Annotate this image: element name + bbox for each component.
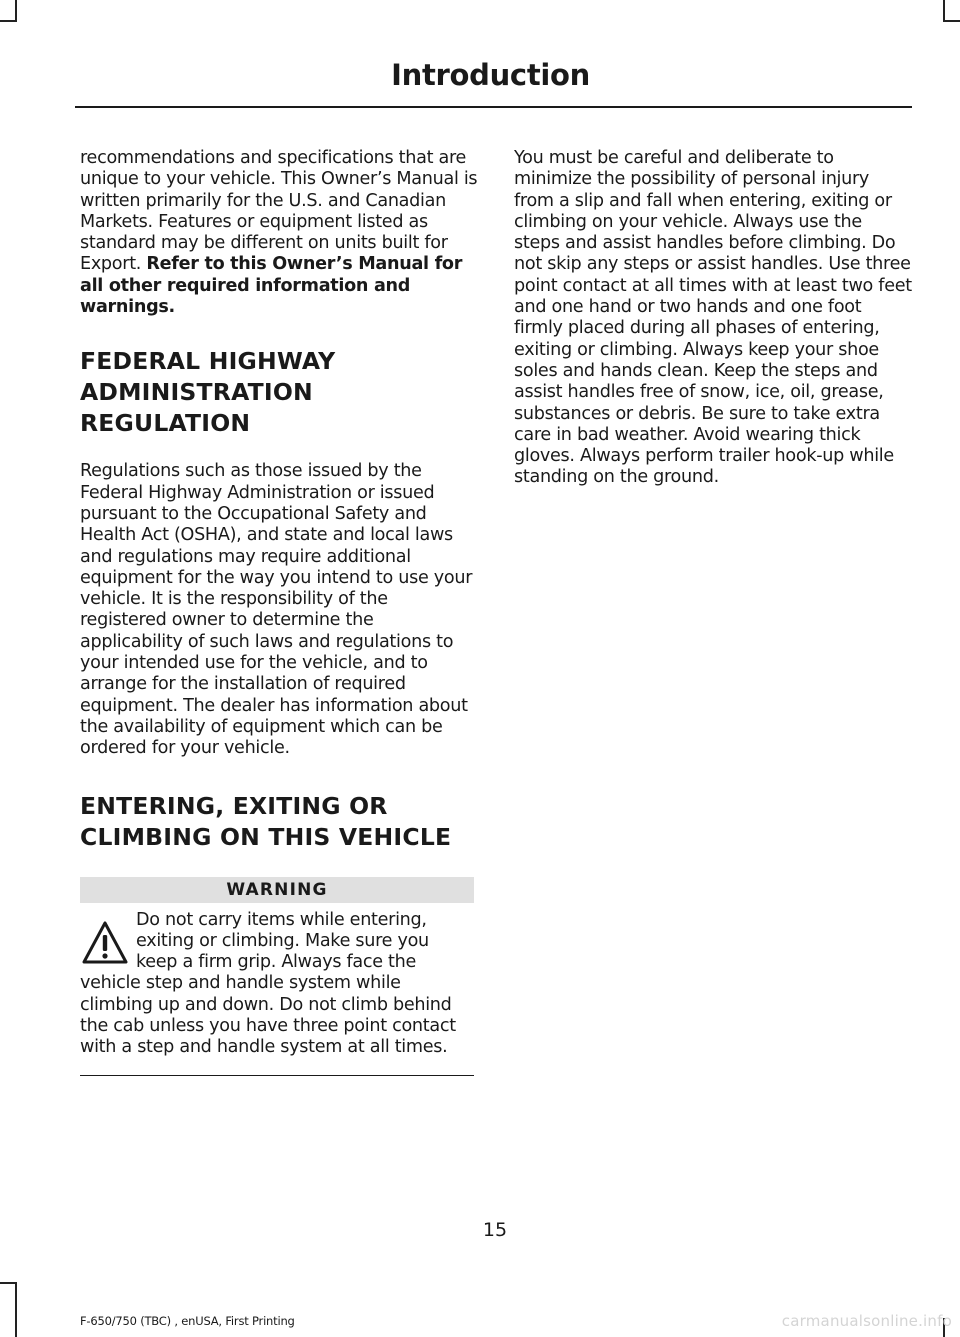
warning-title: WARNING bbox=[80, 877, 474, 903]
intro-paragraph bbox=[80, 148, 478, 318]
header-divider bbox=[75, 106, 912, 108]
left-column bbox=[80, 148, 478, 1076]
warning-bottom-divider bbox=[80, 1075, 474, 1077]
crop-mark-top-right-h bbox=[943, 20, 960, 22]
edition-footer: F-650/750 (TBC) , enUSA, First Printing bbox=[80, 1314, 295, 1328]
intro-bold-text: Refer to this Owner’s Manual for all other required information and warnings. bbox=[80, 254, 463, 318]
page-title: Introduction bbox=[391, 58, 590, 92]
warning-triangle-icon bbox=[80, 918, 130, 968]
warning-box bbox=[80, 877, 474, 1077]
section-heading-federal-highway: FEDERAL HIGHWAY ADMINISTRATION REGULATION bbox=[80, 347, 336, 438]
climbing-safety-paragraph: You must be careful and deliberate to minimize the possibility of personal injury from a slip and fall when entering, exiting or climbing on your vehicle. Always use the steps and assist handles before climbing. Do not skip any steps or assist handles. Use three point contact at all times with at least two feet and one hand or two hands and one foot firmly placed during all phases of entering, exiting or climbing. Always keep your shoe soles and hands clean. Keep the steps and assist handles free of snow, ice, oil, grease, substances or debris. Be sure to take extra care in bad weather. Avoid wearing thick gloves. Always perform trailer hook-up while standing on the ground. bbox=[514, 148, 912, 488]
crop-mark-top-left bbox=[15, 0, 17, 22]
crop-mark-bottom-left-h bbox=[0, 1282, 17, 1284]
watermark: carmanualsonline.info bbox=[781, 1312, 952, 1330]
crop-mark-bottom-left bbox=[15, 1282, 17, 1337]
warning-body bbox=[80, 910, 474, 1059]
section-heading-entering-exiting: ENTERING, EXITING OR CLIMBING ON THIS VEHICLE bbox=[80, 791, 452, 851]
crop-mark-top-left-h bbox=[0, 20, 17, 22]
right-column bbox=[514, 148, 912, 489]
page-number: 15 bbox=[482, 1219, 508, 1241]
warning-text: Do not carry items while entering, exiting or climbing. Make sure you keep a firm grip. Always face the vehicle step and handle system while climbing up and down. Do not climb behind the cab unless you have three point contact with a step and handle system at all times. bbox=[80, 909, 456, 1058]
federal-highway-paragraph: Regulations such as those issued by the Federal Highway Administration or issued pursuant to the Occupational Safety and Health Act (OSHA), and state and local laws and regulations may require additional equipment for the way you intend to use your vehicle. It is the responsibility of the registered owner to determine the applicability of such laws and regulations to your intended use for the vehicle, and to arrange for the installation of required equipment. The dealer has information about the availability of equipment which can be ordered for your vehicle. bbox=[80, 461, 473, 759]
intro-text: recommendations and specifications that are unique to your vehicle. This Owner’s Manual is written primarily for the U.S. and Canadian Markets. Features or equipment listed as standard may be different on units built for Export. bbox=[80, 148, 478, 275]
crop-mark-top-right bbox=[943, 0, 945, 22]
